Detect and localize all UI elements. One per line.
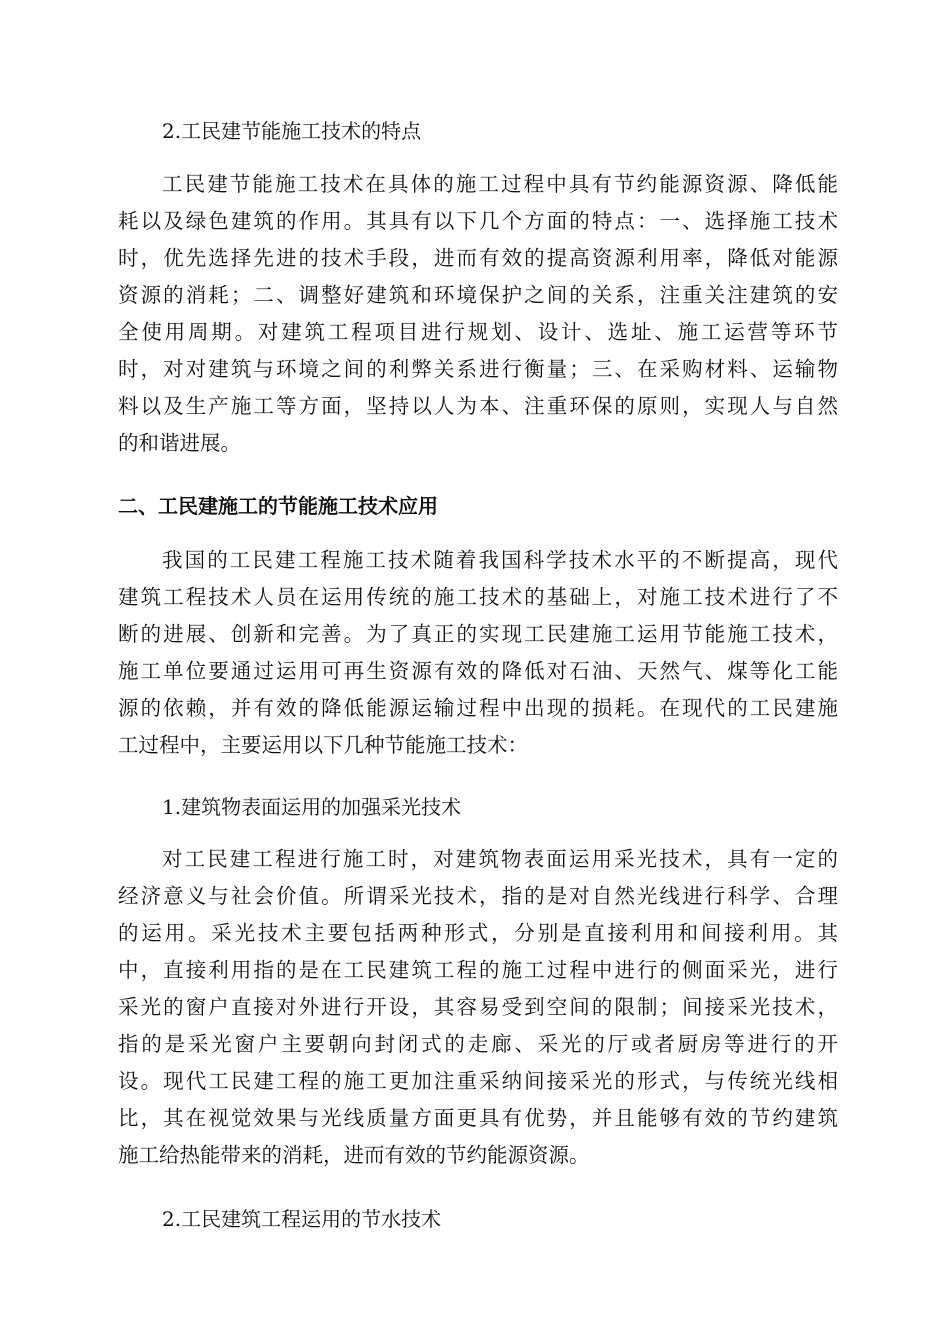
paragraph-line: 中，直接利用指的是在工民建筑工程的施工过程中进行的侧面采光，进行 [118,958,838,982]
subsection-heading-water-saving: 2.工民建筑工程运用的节水技术 [162,1207,442,1231]
paragraph-line: 源的依赖，并有效的降低能源运输过程中出现的损耗。在现代的工民建施 [118,696,838,720]
paragraph-line: 工民建节能施工技术在具体的施工过程中具有节约能源资源、降低能 [162,172,838,196]
paragraph-line: 料以及生产施工等方面，坚持以人为本、注重环保的原则，实现人与自然 [118,394,838,418]
paragraph-line: 时，优先选择先进的技术手段，进而有效的提高资源利用率，降低对能源 [118,246,838,270]
paragraph-line: 设。现代工民建工程的施工更加注重采纳间接采光的形式，与传统光线相 [118,1069,838,1093]
paragraph-daylighting [118,841,838,1174]
paragraph-line: 时，对对建筑与环境之间的利弊关系进行衡量；三、在采购材料、运输物 [118,357,838,381]
paragraph-line: 经济意义与社会价值。所谓采光技术，指的是对自然光线进行科学、合理 [118,884,838,908]
subsection-heading-daylighting: 1.建筑物表面运用的加强采光技术 [162,795,462,819]
section-heading-application: 二、工民建施工的节能施工技术应用 [118,494,438,518]
paragraph-line: 资源的消耗；二、调整好建筑和环境保护之间的关系，注重关注建筑的安 [118,283,838,307]
paragraph-line: 比，其在视觉效果与光线质量方面更具有优势，并且能够有效的节约建筑 [118,1106,838,1130]
paragraph-line: 施工单位要通过运用可再生资源有效的降低对石油、天然气、煤等化工能 [118,659,838,683]
paragraph-construction-features [118,166,838,462]
paragraph-line: 对工民建工程进行施工时，对建筑物表面运用采光技术，具有一定的 [162,847,838,871]
paragraph-line: 工过程中，主要运用以下几种节能施工技术： [118,733,528,757]
paragraph-line: 的和谐进展。 [118,431,241,455]
paragraph-line: 指的是采光窗户主要朝向封闭式的走廊、采光的厅或者厨房等进行的开 [118,1032,838,1056]
paragraph-line: 的运用。采光技术主要包括两种形式，分别是直接利用和间接利用。其 [118,921,838,945]
paragraph-line: 建筑工程技术人员在运用传统的施工技术的基础上，对施工技术进行了不 [118,585,838,609]
subsection-heading-construction-features: 2.工民建节能施工技术的特点 [162,119,422,143]
paragraph-line: 施工给热能带来的消耗，进而有效的节约能源资源。 [118,1143,590,1167]
paragraph-application-intro [118,542,838,764]
paragraph-line: 断的进展、创新和完善。为了真正的实现工民建施工运用节能施工技术， [118,622,838,646]
paragraph-line: 全使用周期。对建筑工程项目进行规划、设计、选址、施工运营等环节 [118,320,838,344]
paragraph-line: 我国的工民建工程施工技术随着我国科学技术水平的不断提高，现代 [162,548,838,572]
paragraph-line: 耗以及绿色建筑的作用。其具有以下几个方面的特点：一、选择施工技术 [118,209,838,233]
paragraph-line: 采光的窗户直接对外进行开设，其容易受到空间的限制；间接采光技术， [118,995,838,1019]
